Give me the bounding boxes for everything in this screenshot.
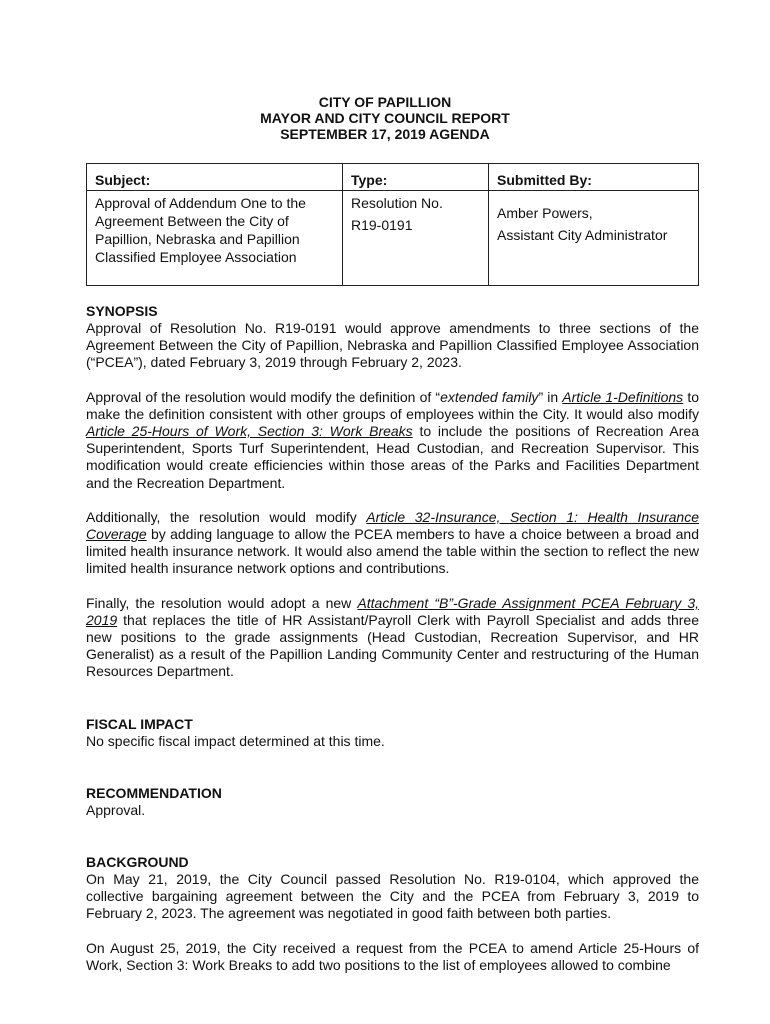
synopsis-paragraph-1: Approval of Resolution No. R19-0191 would approve amendments to three sections of the Agreement Between the City of Papillion, Nebraska and Papillion Classified Employee Association (“PCEA”), dated February 3, 2019 through February 2, 2023.	[86, 320, 699, 371]
subject-label: Subject:	[87, 164, 342, 191]
subject-line: Papillion, Nebraska and Papillion	[95, 231, 300, 247]
text-run: to include the positions of Recreation Area Superintendent, Sports Turf Superintendent, Head Custodian, and Recreation Supervisor. This modification would create efficiencies within those areas of the Parks and Facilities Department and the Recreation Department.	[86, 423, 699, 491]
report-body	[86, 303, 699, 974]
type-line: Resolution No.	[351, 195, 443, 211]
submitter-title: Assistant City Administrator	[497, 227, 668, 243]
type-value	[343, 192, 488, 234]
report-header	[0, 94, 770, 142]
header-report-title: MAYOR AND CITY COUNCIL REPORT	[260, 110, 510, 126]
submitted-label: Submitted By:	[489, 164, 698, 191]
info-table	[86, 163, 699, 286]
submitted-column	[489, 164, 698, 285]
article-25-reference: Article 25-Hours of Work, Section 3: Work Breaks	[86, 423, 413, 440]
text-run: that replaces the title of HR Assistant/Payroll Clerk with Payroll Specialist and adds three new positions to the grade assignments (Head Custodian, Recreation Supervisor, and HR Generalist) as a result of the Papillion Landing Community Center and restructuring of the Human Resources Department.	[86, 611, 699, 680]
text-run: Additionally, the resolution would modify	[86, 508, 367, 525]
synopsis-paragraph-2	[86, 389, 699, 492]
fiscal-impact-text: No specific fiscal impact determined at this time.	[86, 732, 385, 749]
submitter-name: Amber Powers,	[497, 205, 593, 221]
text-run: Finally, the resolution would adopt a new	[86, 594, 358, 611]
subject-line: Agreement Between the City of	[95, 213, 289, 229]
synopsis-heading: SYNOPSIS	[86, 303, 158, 319]
text-run: ” in	[538, 388, 563, 405]
header-city: CITY OF PAPILLION	[318, 94, 452, 110]
background-paragraph-1: On May 21, 2019, the City Council passed Resolution No. R19-0104, which approved the collective bargaining agreement between the City and the PCEA from February 3, 2019 to February 2, 2023. The agreement was negotiated in good faith between both parties.	[86, 871, 699, 922]
attachment-b-reference: Attachment “B”-Grade Assignment PCEA February 3, 2019	[86, 594, 700, 628]
type-column	[343, 164, 489, 285]
subject-column	[87, 164, 343, 285]
type-line: R19-0191	[351, 217, 413, 233]
synopsis-paragraph-4	[86, 595, 699, 681]
fiscal-impact-heading: FISCAL IMPACT	[86, 715, 193, 732]
text-run: by adding language to allow the PCEA members to have a choice between a broad and limited health insurance network. It would also amend the table within the section to reflect the new limited health insurance network options and contributions.	[86, 526, 699, 577]
subject-line: Classified Employee Association	[95, 249, 297, 265]
background-heading: BACKGROUND	[86, 854, 189, 871]
article-32-reference: Article 32-Insurance, Section 1: Health Insurance Coverage	[86, 508, 699, 543]
article-1-reference: Article 1-Definitions	[562, 388, 684, 405]
header-agenda-date: SEPTEMBER 17, 2019 AGENDA	[280, 126, 490, 142]
recommendation-text: Approval.	[86, 801, 146, 818]
submitted-value	[489, 198, 698, 246]
text-run: to make the definition consistent with other groups of employees within the City. It would also modify	[86, 388, 699, 422]
text-run: Approval of the resolution would modify the definition of “	[86, 388, 441, 405]
type-label: Type:	[343, 164, 488, 191]
subject-value	[87, 192, 342, 266]
synopsis-paragraph-3	[86, 509, 699, 578]
background-paragraph-2: On August 25, 2019, the City received a request from the PCEA to amend Article 25-Hours of Work, Section 3: Work Breaks to add two positions to the list of employees allowed to combine	[86, 939, 699, 973]
extended-family-term: extended family	[440, 388, 539, 405]
recommendation-heading: RECOMMENDATION	[86, 784, 222, 801]
subject-line: Approval of Addendum One to the	[95, 195, 306, 211]
